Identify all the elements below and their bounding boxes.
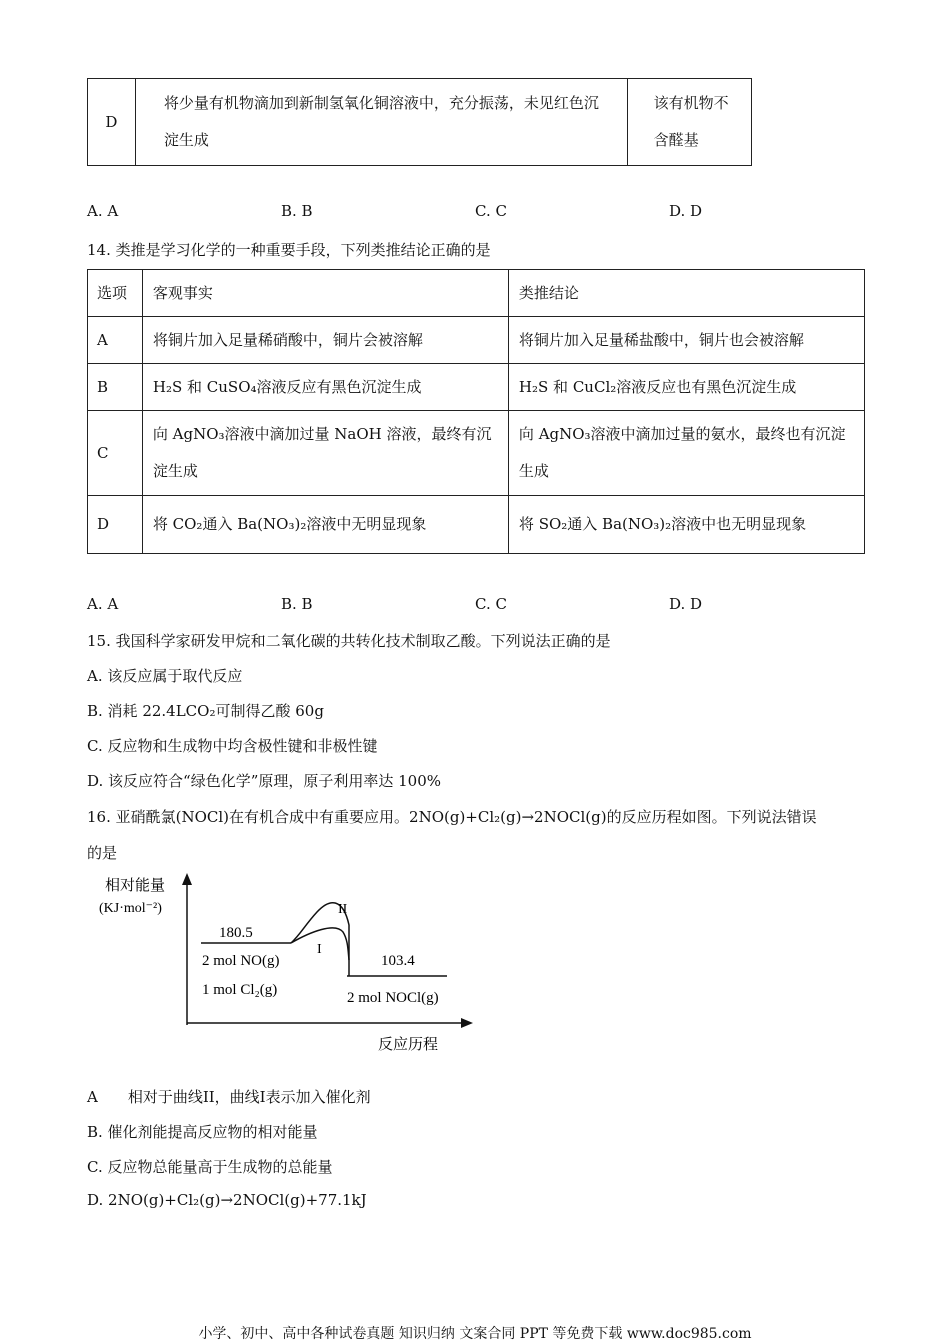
table-row: [88, 411, 865, 496]
row-option: D: [88, 496, 143, 554]
reactant2-label: 1 mol Cl₂(g): [202, 982, 278, 998]
q16-stem-line1: 16. 亚硝酰氯(NOCl)在有机合成中有重要应用。2NO(g)+Cl₂(g)→2NOCl(g)的反应历程如图。下列说法错误: [87, 808, 817, 826]
row-conclusion: H₂S 和 CuCl₂溶液反应也有黑色沉淀生成: [508, 364, 864, 411]
product-energy-label: 103.4: [381, 953, 415, 969]
q14-options: [87, 595, 863, 613]
reactant-energy-label: 180.5: [219, 925, 253, 941]
q14-stem: 14. 类推是学习化学的一种重要手段，下列类推结论正确的是: [87, 241, 491, 259]
conclusion-cell: 该有机物不含醛基: [627, 79, 751, 166]
header-option: 选项: [88, 270, 143, 317]
curve-i-label: I: [317, 942, 322, 957]
row-fact: H₂S 和 CuSO₄溶液反应有黑色沉淀生成: [142, 364, 508, 411]
q13-options: [87, 202, 863, 220]
y-axis-arrow-icon: [182, 873, 192, 885]
row-fact: 将 CO₂通入 Ba(NO₃)₂溶液中无明显现象: [142, 496, 508, 554]
option-d[interactable]: D. D: [669, 595, 703, 613]
energy-diagram: [95, 870, 485, 1060]
q15-option-b[interactable]: B. 消耗 22.4LCO₂可制得乙酸 60g: [87, 702, 324, 720]
row-option: A: [88, 317, 143, 364]
y-axis-label: 相对能量: [105, 878, 166, 894]
reactant1-label: 2 mol NO(g): [202, 953, 280, 969]
table-continuation: [87, 78, 752, 166]
q16-option-c[interactable]: C. 反应物总能量高于生成物的总能量: [87, 1158, 333, 1176]
fact-cell: 将少量有机物滴加到新制氢氧化铜溶液中，充分振荡，未见红色沉淀生成: [135, 79, 627, 166]
row-conclusion: 将铜片加入足量稀盐酸中，铜片也会被溶解: [508, 317, 864, 364]
q15-option-a[interactable]: A. 该反应属于取代反应: [87, 667, 243, 685]
q15-stem: 15. 我国科学家研发甲烷和二氧化碳的共转化技术制取乙酸。下列说法正确的是: [87, 632, 611, 650]
table-row: [88, 317, 865, 364]
q16-option-b[interactable]: B. 催化剂能提高反应物的相对能量: [87, 1123, 318, 1141]
table-row: [88, 496, 865, 554]
row-conclusion: 向 AgNO₃溶液中滴加过量的氨水，最终也有沉淀生成: [508, 411, 864, 496]
row-option: C: [88, 411, 143, 496]
row-option: B: [88, 364, 143, 411]
option-c[interactable]: C. C: [475, 595, 507, 613]
q16-option-d[interactable]: D. 2NO(g)+Cl₂(g)→2NOCl(g)+77.1kJ: [87, 1191, 367, 1209]
q15-option-d[interactable]: D. 该反应符合“绿色化学”原理，原子利用率达 100%: [87, 772, 442, 790]
option-a[interactable]: A. A: [87, 595, 119, 613]
q14-table: [87, 269, 865, 554]
header-conclusion: 类推结论: [508, 270, 864, 317]
y-axis-unit: (KJ·mol⁻²): [99, 901, 162, 916]
x-axis-label: 反应历程: [378, 1037, 439, 1053]
table-header-row: [88, 270, 865, 317]
q16-stem-line2: 的是: [87, 844, 118, 862]
product-label: 2 mol NOCl(g): [347, 990, 439, 1006]
table-row: [88, 364, 865, 411]
footer: 小学、初中、高中各种试卷真题 知识归纳 文案合同 PPT 等免费下载 www.doc985.com: [198, 1326, 752, 1342]
x-axis-arrow-icon: [461, 1018, 473, 1028]
option-b[interactable]: B. B: [281, 202, 313, 220]
curve-ii-label: II: [338, 902, 348, 917]
option-b[interactable]: B. B: [281, 595, 313, 613]
row-fact: 向 AgNO₃溶液中滴加过量 NaOH 溶液，最终有沉淀生成: [142, 411, 508, 496]
q15-option-c[interactable]: C. 反应物和生成物中均含极性键和非极性键: [87, 737, 378, 755]
row-fact: 将铜片加入足量稀硝酸中，铜片会被溶解: [142, 317, 508, 364]
header-fact: 客观事实: [142, 270, 508, 317]
option-cell: D: [88, 79, 136, 166]
table-row: [88, 79, 752, 166]
row-conclusion: 将 SO₂通入 Ba(NO₃)₂溶液中也无明显现象: [508, 496, 864, 554]
q16-option-a[interactable]: A 相对于曲线II，曲线I表示加入催化剂: [87, 1088, 371, 1106]
option-a[interactable]: A. A: [87, 202, 119, 220]
option-c[interactable]: C. C: [475, 202, 507, 220]
option-d[interactable]: D. D: [669, 202, 703, 220]
